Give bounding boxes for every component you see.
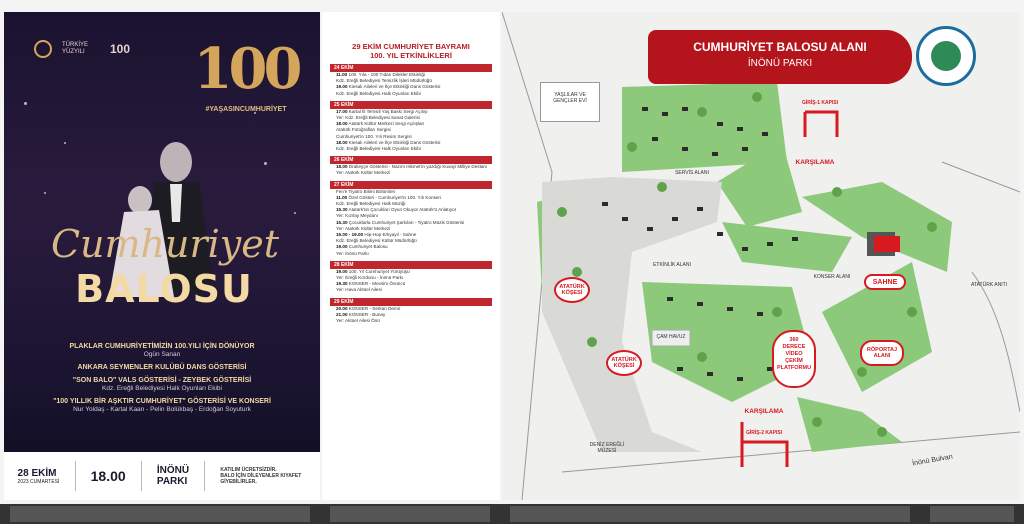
ataturk-corner-2	[606, 350, 642, 376]
poster-script-title: Cumhuriyet	[50, 222, 280, 266]
event-text: Hip-Hop Erkyayıl - Sahne	[364, 232, 417, 238]
event-text: Kdz. Ereğli Belediyesi Halk Oyunları Ekibi	[336, 90, 421, 96]
event-text: Yer: Atatürk Kültür Merkezi	[336, 170, 391, 176]
program-event	[336, 146, 492, 152]
event-time: 19.00	[336, 244, 348, 250]
date-text: 28 EKİM	[17, 467, 57, 479]
entry-note	[220, 467, 306, 485]
highlight-title: "100 YILLIK BİR AŞKTIR CUMHURİYET" GÖSTERİSİ VE KONSERİ	[53, 398, 271, 405]
event-text: Kdz. Ereğli Belediyesi Halk Müziği	[336, 201, 406, 207]
event-text: Fen'e Tiyatro Bilimi Bölümleri	[336, 188, 396, 194]
venue-map	[502, 12, 1020, 500]
event-text: Özel Gösteri - Cumhuriyet'in 100. Yılı Konseri	[348, 194, 441, 200]
event-text: Yer: İnönü Parkı	[336, 250, 369, 256]
municipality-seal-icon	[916, 26, 976, 86]
event-time: 20.00	[336, 305, 348, 311]
thumbnail[interactable]	[930, 506, 1014, 522]
poster-main-title: BALOSU	[75, 267, 253, 311]
program-title	[322, 42, 500, 60]
label-monument: ATATÜRK ANITI	[970, 282, 1008, 288]
event-text: KONSER - Mevsim Övüncü	[348, 281, 406, 287]
divider	[204, 461, 205, 491]
program-title-line2: 100. YIL ETKİNLİKLERİ	[370, 51, 452, 60]
place-line2: PARKI	[156, 476, 188, 487]
program-day-band: 27 EKİM	[330, 181, 492, 189]
event-time: 21.00	[336, 311, 348, 317]
place-line1: İNÖNÜ	[156, 465, 190, 476]
event-text: KONSER - Serkan Demir	[348, 305, 401, 311]
event-text: Kiesalı Aileleri ve İlçe Etkinliği Dans Gösterisi	[348, 84, 441, 90]
bottom-thumbnail-strip	[0, 504, 1024, 524]
ataturk-corner-2-line2: KÖŞESİ	[613, 363, 635, 369]
emblem-number: 100	[193, 36, 299, 102]
seal-center	[931, 41, 961, 71]
program-event	[336, 251, 492, 257]
sparkle	[44, 192, 46, 194]
program-highlights	[14, 342, 310, 418]
event-text: Çocuklarla Cumhuriyet Şarkıları - Tiyatro Müzik Gösterisi	[348, 219, 465, 225]
event-time: 18.00	[336, 139, 348, 145]
program-event	[336, 91, 492, 97]
gate-2-label: GİRİŞ-2 KAPISI	[745, 430, 783, 436]
highlight-title: PLAKLAR CUMHURİYETİMİZİN 100.YILI İÇİN DÖNÜYOR	[69, 343, 255, 350]
event-text: Kdz. Ereğli Belediyesi Halk Oyunları Ekibi	[336, 146, 421, 152]
program-day-band: 26 EKİM	[330, 156, 492, 164]
event-text: Kartal İli Temsili Yaş Baskı Sergi Açılışı	[348, 108, 428, 114]
sparkle	[64, 142, 66, 144]
gate-1-label: GİRİŞ-1 KAPISI	[801, 100, 839, 106]
welcome-bottom-label: KARŞILAMA	[744, 408, 784, 415]
divider	[75, 461, 76, 491]
note-title: KATILIM ÜCRETSİZDİR.	[220, 467, 277, 473]
program-day-band: 29 EKİM	[330, 298, 492, 306]
header-logos	[34, 40, 130, 58]
label-museum: DENİZ EREĞLİ MÜZESİ	[589, 442, 625, 454]
event-program	[322, 12, 500, 500]
event-time: 19.30	[336, 281, 348, 287]
event-time: 15.30	[336, 219, 348, 225]
highlight-title: "SON BALO" VALS GÖSTERİSİ - ZEYBEK GÖSTERİSİ	[72, 377, 252, 384]
thumbnail[interactable]	[510, 506, 910, 522]
platform-line1: 360	[789, 337, 799, 343]
program-event	[336, 287, 492, 293]
label-event-area: ETKİNLİK ALANI	[653, 262, 691, 268]
program-event	[336, 170, 492, 176]
platform-line3: VİDEO	[785, 351, 803, 357]
event-time: 17.00	[336, 108, 348, 114]
event-time: 18.00	[90, 468, 126, 484]
highlight-sub: Ogün Sanan	[143, 351, 181, 358]
program-event	[336, 318, 492, 324]
event-time: 15.30	[336, 207, 348, 213]
program-day-band: 28 EKİM	[330, 261, 492, 269]
platform-line5: PLATFORMU	[776, 365, 812, 371]
interview-line1: RÖPORTAJ	[866, 347, 898, 353]
program-days	[322, 64, 500, 324]
poster-footer	[4, 452, 320, 500]
event-text: 100. Yıla - 100 Tıdan Dilekler Etkinliği	[348, 72, 425, 77]
event-text: Kiesalı Aileleri ve İlçe Etkinliği Dans Gösterisi	[348, 139, 441, 145]
100-logo: 100	[110, 42, 131, 56]
interview-area	[860, 340, 904, 366]
event-text: Atatürk Kültür Merkezi Sergi Açılışları	[348, 121, 425, 127]
cumhuriyet-balosu-poster	[4, 12, 320, 500]
event-time: 18.00	[336, 121, 348, 127]
event-text: Atatürk'ün Çocukları Oyun Okuyor Atatürk'ü Anlatıyor	[348, 207, 457, 213]
ataturk-corner-1	[554, 277, 590, 303]
welcome-top-label: KARŞILAMA	[795, 159, 835, 166]
event-text: 100. Yıl Cumhuriyet Yürüyüşü	[348, 268, 410, 274]
platform-line4: ÇEKİM	[785, 358, 803, 364]
program-day-band: 24 EKİM	[330, 64, 492, 72]
label-road: İnönü Bulvarı	[911, 453, 954, 468]
highlight-sub: Nur Yoldaş - Kartal Kaan - Pelin Bolükbaş - Erdoğan Soyuturk	[73, 406, 251, 413]
emblem-hashtag: #YAŞASINCUMHURİYET	[205, 106, 287, 113]
event-text: Yer: Aktüel Ailesi Önü	[336, 318, 380, 324]
platform-line2: DERECE	[782, 344, 806, 350]
event-text: Yer: Ereğli Kordonu - İnönü Parkı	[336, 275, 404, 281]
label-pool: ÇAM HAVUZ	[656, 334, 686, 340]
event-text: Drakeyçe Gösterisi - Nazım Hikmet'in yazdığı Kuvayi Milliye Destanı	[348, 164, 488, 170]
event-text: Kdz. Ereğli Belediyesi Kültür Müdürlüğü	[336, 238, 417, 244]
sparkle	[24, 102, 27, 105]
divider	[141, 461, 142, 491]
event-time: 19.00	[336, 268, 348, 274]
turkiye-yuzyili-text: TÜRKİYE YÜZYILI	[62, 42, 89, 55]
event-date	[18, 468, 60, 485]
note-body: BALO İÇİN DİLEYENLER KIYAFET GİYEBİLİRLER.	[220, 473, 302, 485]
thumbnail[interactable]	[10, 506, 310, 522]
event-text: Yer: Atatürk Kültür Merkezi	[336, 225, 391, 231]
highlight-sub: Kdz. Ereğli Belediyesi Halk Oyunları Ekibi	[102, 385, 222, 392]
turkiye-yuzyili-logo-icon	[34, 40, 52, 58]
event-time: 11.00	[336, 72, 348, 77]
event-text: Kdz. Ereğli Belediyesi Temizlik İşleri Müdürlüğü	[336, 78, 432, 84]
ataturk-corner-2-line1: ATATÜRK	[611, 357, 637, 363]
event-time: 18.00	[336, 164, 348, 170]
map-subtitle: İNÖNÜ PARKI	[747, 58, 813, 69]
date-sub: 2023 CUMARTESİ	[17, 478, 60, 485]
event-text: Yer: Kızılay Meydanı	[336, 213, 378, 219]
thumbnail[interactable]	[330, 506, 490, 522]
sparkle	[294, 212, 296, 214]
label-youth-center: YAŞLILAR VE GENÇLER EVİ	[553, 92, 587, 104]
event-time: 15.00 - 19.00	[336, 232, 364, 238]
program-title-line1: 29 EKİM CUMHURİYET BAYRAMI	[352, 42, 470, 51]
ataturk-corner-1-line1: ATATÜRK	[559, 284, 585, 290]
event-place	[157, 465, 189, 487]
event-text: Yer: Kdz. Ereğli Belediyesi Sanat Galerisi	[336, 115, 420, 121]
video-platform	[772, 330, 816, 388]
interview-line2: ALANI	[873, 353, 891, 359]
map-title-banner	[648, 30, 912, 84]
event-time: 19.00	[336, 84, 348, 90]
event-time: 11.00	[336, 194, 348, 200]
100th-year-emblem	[190, 36, 302, 126]
event-text: Atatürk Fotoğrafları Sergisi	[336, 127, 391, 133]
sparkle	[264, 162, 267, 165]
event-text: Cumhuriyet'in 100. Yılı Resim Sergisi	[336, 133, 412, 139]
label-concert-area: KONSER ALANI	[813, 274, 851, 280]
ataturk-corner-1-line2: KÖŞESİ	[561, 290, 583, 296]
event-text: Yer: Hava Aktüel Ailesi	[336, 287, 382, 293]
map-title: CUMHURİYET BALOSU ALANI	[693, 40, 867, 54]
program-day-band: 25 EKİM	[330, 101, 492, 109]
highlight-title: ANKARA SEYMENLER KULÜBÜ DANS GÖSTERİSİ	[77, 364, 247, 371]
event-text: KONSER - Bunay	[348, 311, 386, 317]
event-text: Cumhuriyet Balosu	[348, 244, 388, 250]
stage-label: SAHNE	[864, 274, 906, 290]
label-service-area: SERVİS ALANI	[675, 170, 709, 176]
